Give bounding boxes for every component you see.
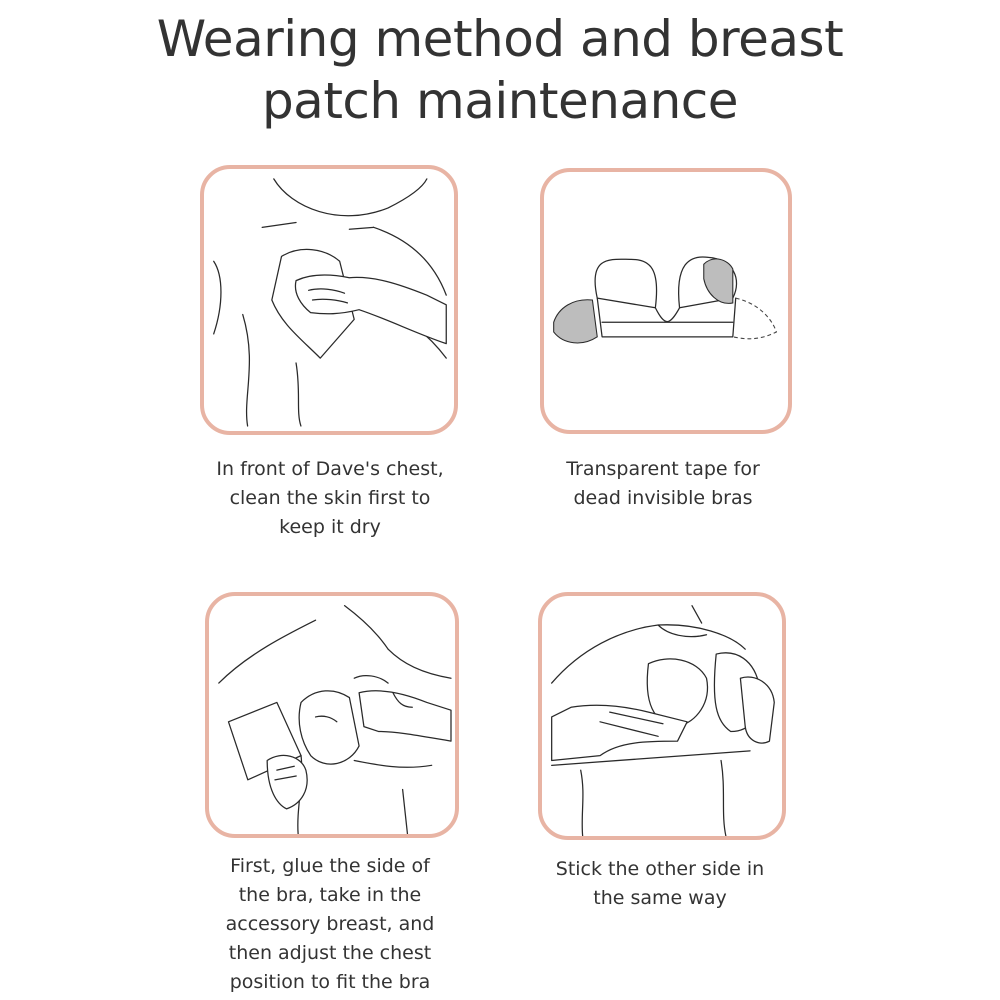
caption-line: dead invisible bras [573,487,753,509]
strapless-bra-tape-illustration [544,172,788,430]
caption-line: then adjust the chest [228,942,432,964]
caption-line: the bra, take in the [238,884,422,906]
step-1-caption [180,455,480,542]
caption-line: accessory breast, and [225,913,435,935]
step-4-panel [538,592,786,840]
caption-line: position to fit the bra [229,971,431,993]
stick-other-side-illustration [542,596,782,836]
woman-cleaning-chest-illustration [204,169,454,431]
caption-line: Transparent tape for [566,458,760,480]
step-3-panel [205,592,459,838]
step-1-panel [200,165,458,435]
page-title [0,8,1000,132]
caption-line: In front of Dave's chest, [216,458,444,480]
step-2-caption [513,455,813,513]
caption-line: First, glue the side of [230,855,430,877]
caption-line: the same way [593,887,727,909]
glue-side-illustration [209,596,455,834]
caption-line: clean the skin first to [229,487,431,509]
step-3-caption [180,852,480,997]
title-line-2: patch maintenance [261,72,739,130]
caption-line: Stick the other side in [555,858,765,880]
step-2-panel [540,168,792,434]
step-4-caption [510,855,810,913]
caption-line: keep it dry [279,516,381,538]
title-line-1: Wearing method and breast [156,10,844,68]
